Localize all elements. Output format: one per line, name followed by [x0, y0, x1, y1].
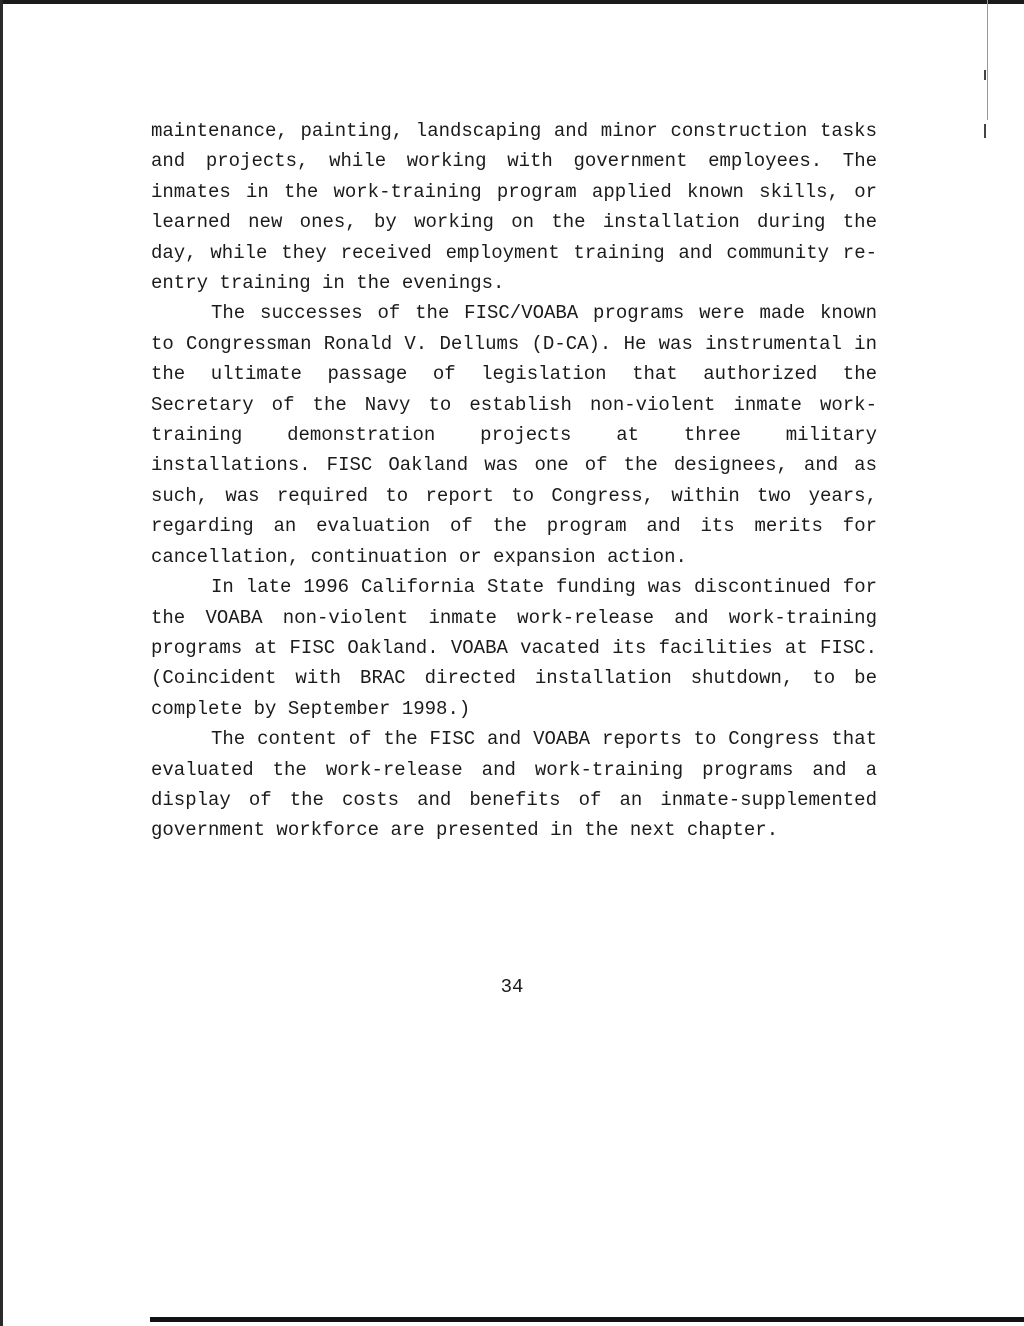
paragraph-funding: In late 1996 California State funding was discontinued for the VOABA non-violent inmate work-release and work-training programs at FISC Oakland. VOABA vacated its facilities at FISC. (Coincident with BRAC directed installation shutdown, to be complete by September 1998.) [151, 576, 877, 720]
page-number: 34 [500, 976, 524, 998]
scan-edge-right [987, 0, 988, 120]
body-text [151, 116, 877, 846]
paragraph-continued: maintenance, painting, landscaping and minor construction tasks and projects, while working with government employees. The inmates in the work-training program applied known skills, or learned new ones, by working on the installation during the day, while they received employment training and community re-entry training in the evenings. [151, 120, 877, 295]
scan-edge-top [0, 0, 1024, 4]
paragraph-successes: The successes of the FISC/VOABA programs were made known to Congressman Ronald V. Dellums (D-CA). He was instrumental in the ultimate passage of legislation that authorized the Secretary of the Navy to establish non-violent inmate work-training demonstration projects at three military installations. FISC Oakland was one of the designees, and as such, was required to report to Congress, within two years, regarding an evaluation of the program and its merits for cancellation, continuation or expansion action. [151, 302, 877, 568]
scan-speck [984, 70, 986, 80]
scan-edge-left [0, 0, 3, 1326]
paragraph-reports: The content of the FISC and VOABA reports to Congress that evaluated the work-release and work-training programs and a display of the costs and benefits of an inmate-supplemented government workforce are presented in the next chapter. [151, 728, 877, 842]
scan-edge-bottom [150, 1317, 1024, 1322]
scan-speck [984, 124, 986, 138]
